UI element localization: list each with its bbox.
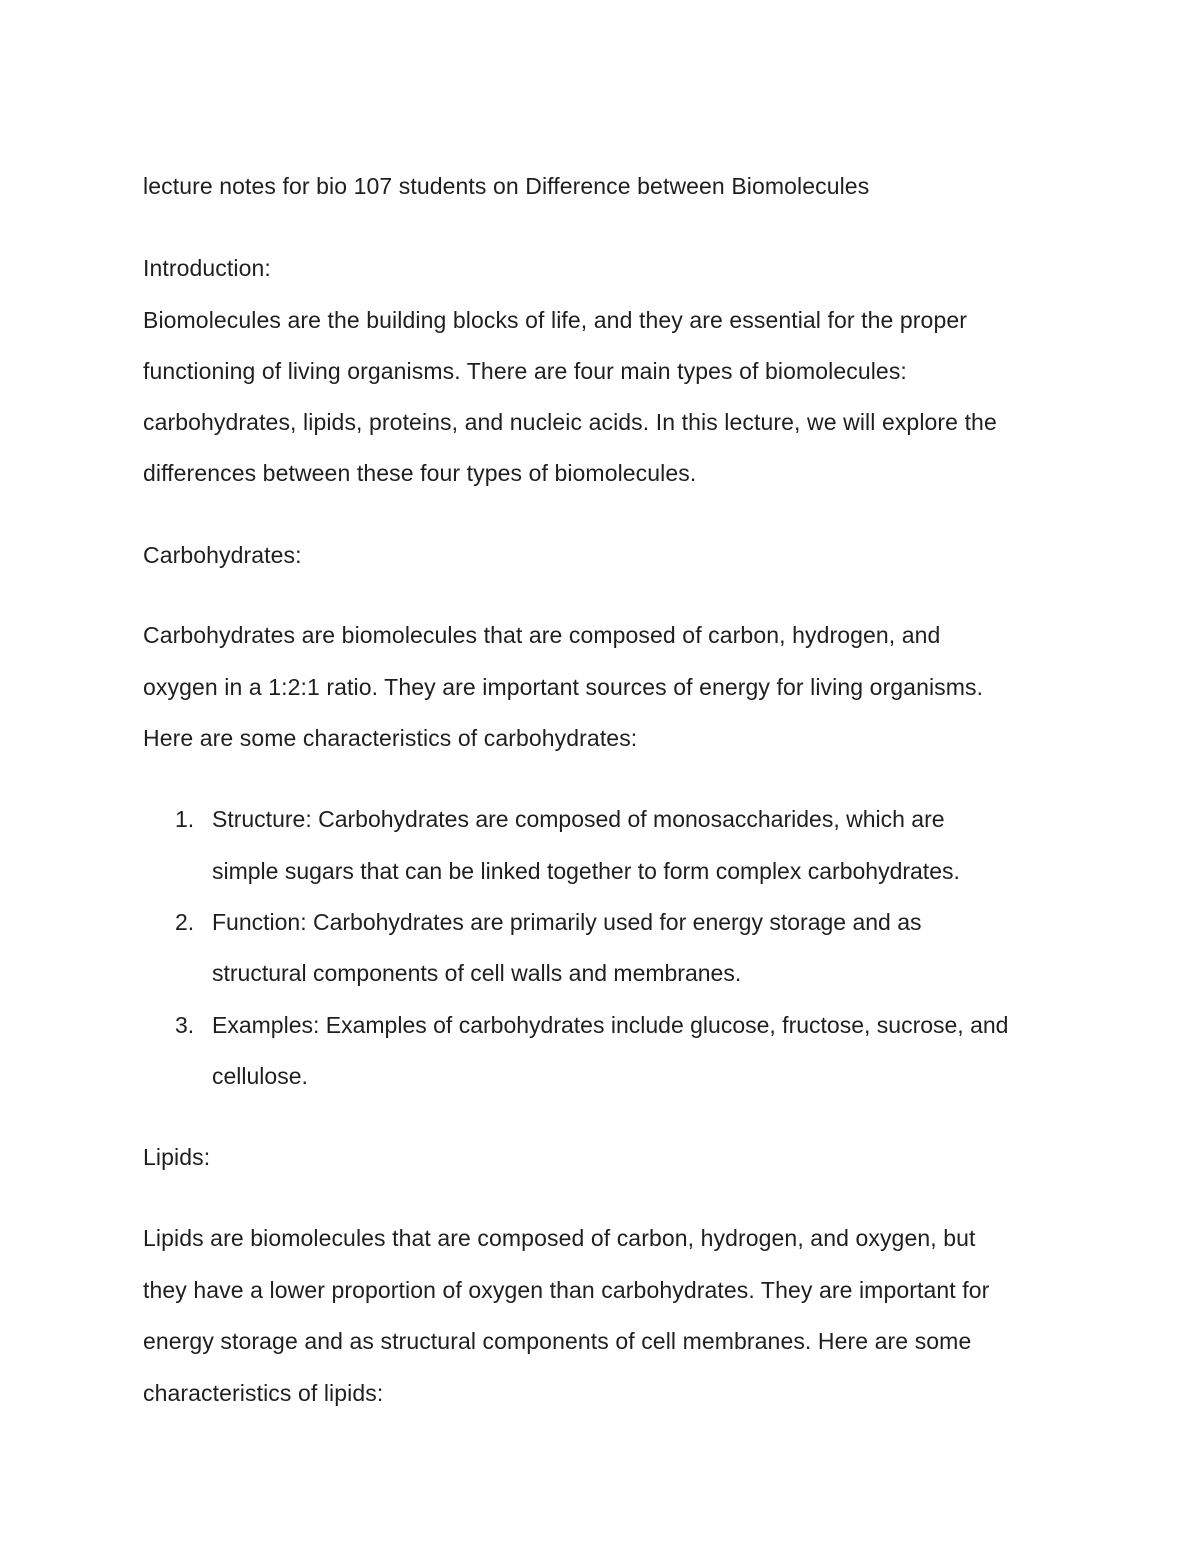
- list-item-line: structural components of cell walls and membranes.: [212, 960, 742, 986]
- list-item-line: Examples: Examples of carbohydrates include glucose, fructose, sucrose, and: [212, 1012, 1009, 1038]
- list-item-line: Structure: Carbohydrates are composed of monosaccharides, which are: [212, 806, 945, 832]
- carbohydrates-line: oxygen in a 1:2:1 ratio. They are important sources of energy for living organisms.: [143, 674, 984, 700]
- list-item-number: 2.: [175, 909, 195, 935]
- carbohydrates-line: Here are some characteristics of carbohydrates:: [143, 725, 638, 751]
- lipids-line: characteristics of lipids:: [143, 1380, 384, 1406]
- intro-line: Biomolecules are the building blocks of life, and they are essential for the proper: [143, 307, 967, 333]
- list-item-line: Function: Carbohydrates are primarily used for energy storage and as: [212, 909, 922, 935]
- lipids-line: Lipids are biomolecules that are composed of carbon, hydrogen, and oxygen, but: [143, 1225, 976, 1251]
- lipids-heading: Lipids:: [143, 1144, 211, 1170]
- carbohydrates-line: Carbohydrates are biomolecules that are composed of carbon, hydrogen, and: [143, 622, 941, 648]
- list-item-number: 1.: [175, 806, 195, 832]
- intro-heading: Introduction:: [143, 255, 271, 281]
- list-item-line: simple sugars that can be linked together to form complex carbohydrates.: [212, 858, 960, 884]
- lipids-line: energy storage and as structural components of cell membranes. Here are some: [143, 1328, 972, 1354]
- list-item-number: 3.: [175, 1012, 195, 1038]
- intro-line: carbohydrates, lipids, proteins, and nucleic acids. In this lecture, we will explore the: [143, 409, 997, 435]
- list-item-line: cellulose.: [212, 1063, 308, 1089]
- document-title: lecture notes for bio 107 students on Difference between Biomolecules: [143, 173, 870, 199]
- carbohydrates-heading: Carbohydrates:: [143, 542, 302, 568]
- intro-line: differences between these four types of biomolecules.: [143, 460, 697, 486]
- intro-line: functioning of living organisms. There are four main types of biomolecules:: [143, 358, 907, 384]
- lipids-line: they have a lower proportion of oxygen than carbohydrates. They are important for: [143, 1277, 990, 1303]
